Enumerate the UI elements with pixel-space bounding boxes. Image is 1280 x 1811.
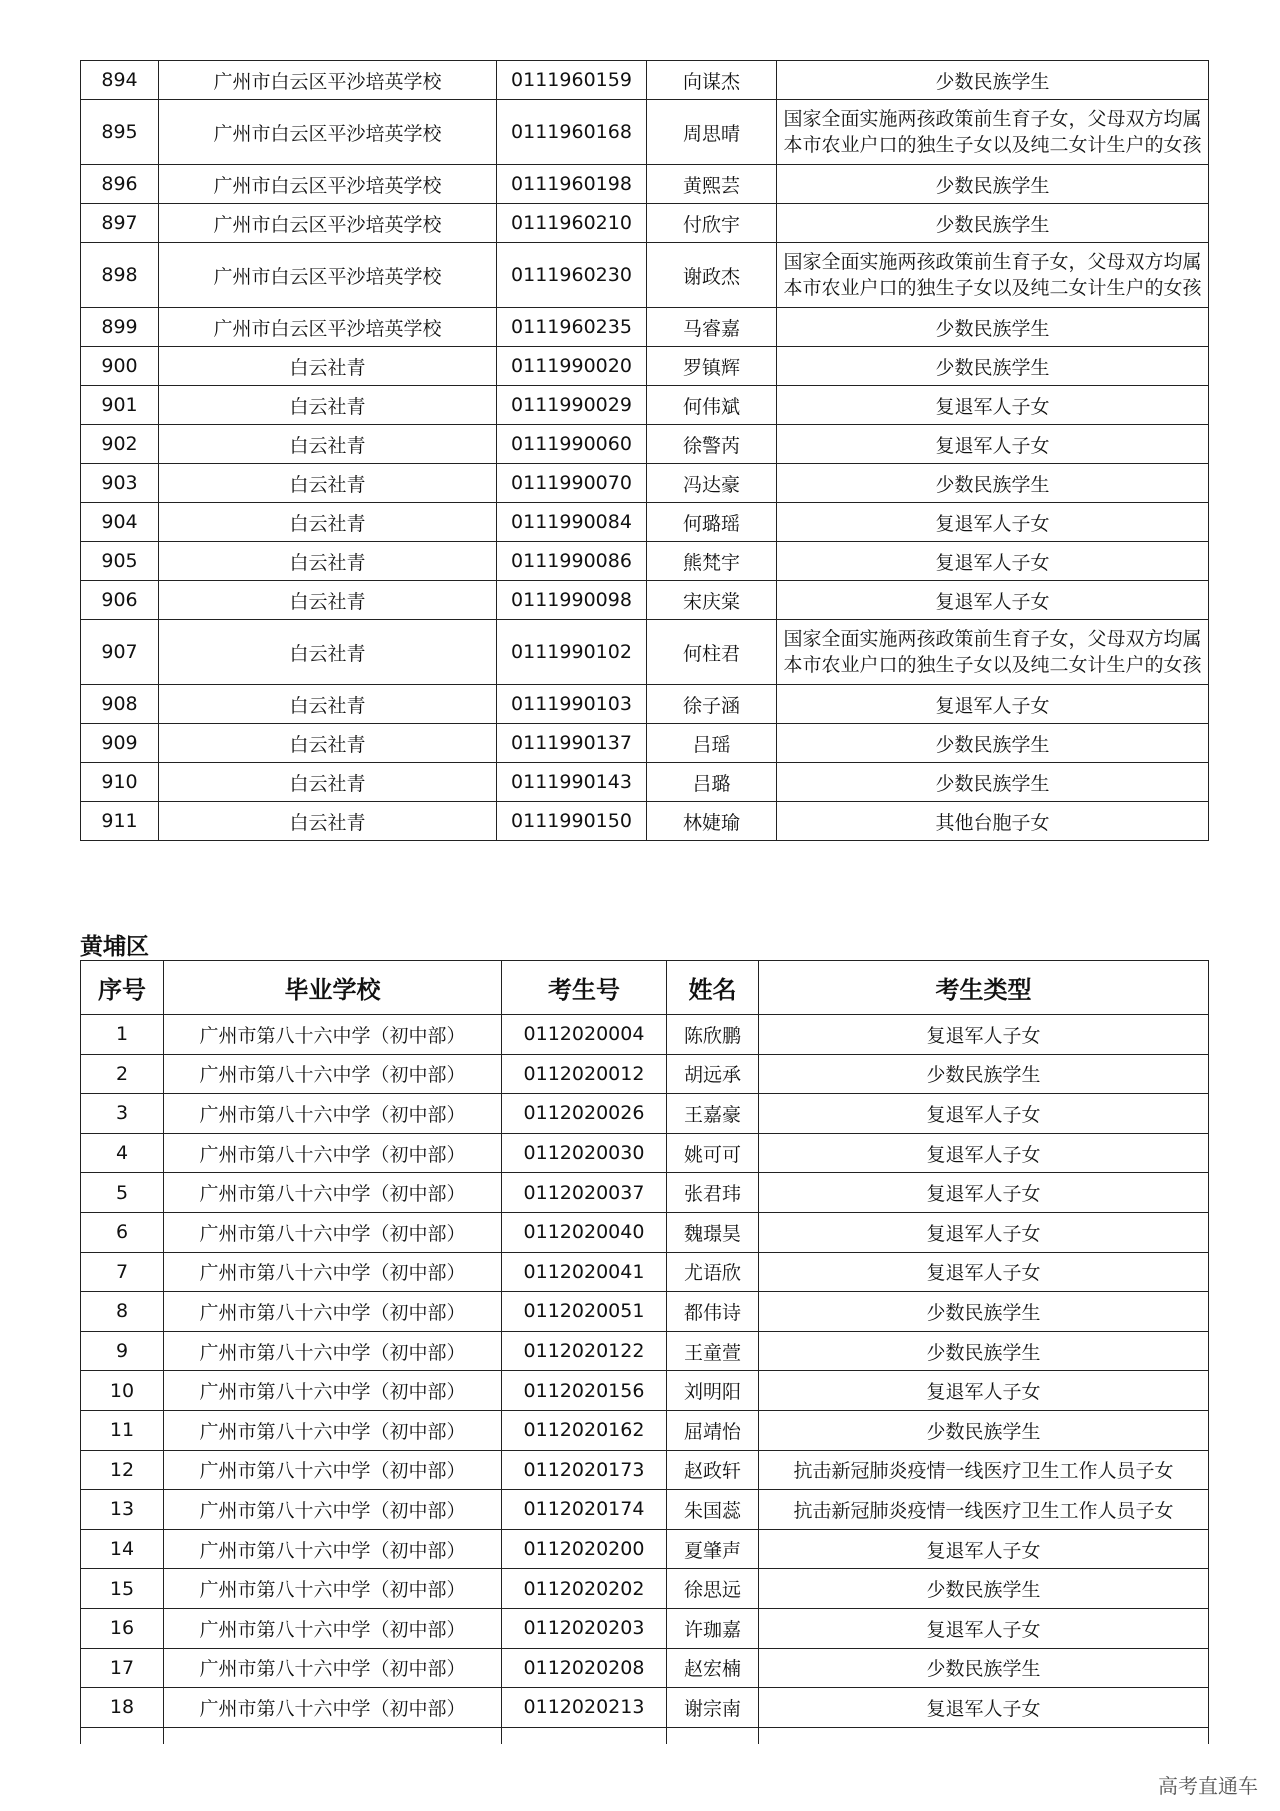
table-row (81, 1015, 1209, 1055)
cell-type: 少数民族学生 (777, 308, 1209, 347)
cell-no: 14 (81, 1529, 164, 1569)
cell-type: 国家全面实施两孩政策前生育子女，父母双方均属本市农业户口的独生子女以及纯二女计生户的女孩 (777, 243, 1209, 308)
table-row (81, 61, 1209, 100)
cell-type: 抗击新冠肺炎疫情一线医疗卫生工作人员子女 (759, 1490, 1209, 1530)
cell-school: 白云社青 (159, 724, 497, 763)
cell-type: 少数民族学生 (759, 1292, 1209, 1332)
cell-no: 11 (81, 1410, 164, 1450)
table-row (81, 1094, 1209, 1134)
cell-no: 897 (81, 204, 159, 243)
cell-school: 广州市第八十六中学（初中部） (164, 1015, 502, 1055)
cell-id: 0112020208 (502, 1648, 667, 1688)
cell-no: 901 (81, 386, 159, 425)
table-row (81, 425, 1209, 464)
cell-name: 谢政杰 (647, 243, 777, 308)
cell-no: 907 (81, 620, 159, 685)
cell-school: 广州市第八十六中学（初中部） (164, 1688, 502, 1728)
cell-id: 0112020162 (502, 1410, 667, 1450)
cell-name: 都伟诗 (667, 1292, 759, 1332)
cell-id: 0111990137 (497, 724, 647, 763)
cell-school: 广州市白云区平沙培英学校 (159, 61, 497, 100)
cell-id: 0112020213 (502, 1688, 667, 1728)
cell-name: 徐思远 (667, 1569, 759, 1609)
cell-no: 8 (81, 1292, 164, 1332)
cell-id: 0112020040 (502, 1212, 667, 1252)
cell-id: 0111990143 (497, 763, 647, 802)
table-row (81, 1371, 1209, 1411)
cell-name: 吕璐 (647, 763, 777, 802)
table-row (81, 243, 1209, 308)
cell-id: 0112020012 (502, 1054, 667, 1094)
cell-type: 少数民族学生 (777, 464, 1209, 503)
cell-no: 6 (81, 1212, 164, 1252)
cell-name: 林婕瑜 (647, 802, 777, 841)
table-row (81, 1688, 1209, 1728)
cell-name: 朱国蕊 (667, 1490, 759, 1530)
cell-id: 0111960230 (497, 243, 647, 308)
cell-name: 罗镇辉 (647, 347, 777, 386)
cell-name: 许珈嘉 (667, 1608, 759, 1648)
table-row (81, 503, 1209, 542)
cell-school: 广州市第八十六中学（初中部） (164, 1450, 502, 1490)
table-row (81, 685, 1209, 724)
cell-no: 12 (81, 1450, 164, 1490)
cell-empty (502, 1727, 667, 1744)
cell-no: 4 (81, 1133, 164, 1173)
cell-name: 谢宗南 (667, 1688, 759, 1728)
cell-no: 5 (81, 1173, 164, 1213)
cell-name: 徐警芮 (647, 425, 777, 464)
cell-no: 902 (81, 425, 159, 464)
cell-school: 广州市第八十六中学（初中部） (164, 1490, 502, 1530)
cell-type: 复退军人子女 (759, 1173, 1209, 1213)
table-row (81, 1054, 1209, 1094)
header-row (81, 961, 1209, 1015)
cell-no: 18 (81, 1688, 164, 1728)
cell-no: 898 (81, 243, 159, 308)
cell-type: 复退军人子女 (759, 1252, 1209, 1292)
cell-type: 少数民族学生 (777, 724, 1209, 763)
cell-id: 0111960235 (497, 308, 647, 347)
cell-name: 张君玮 (667, 1173, 759, 1213)
cell-school: 广州市第八十六中学（初中部） (164, 1331, 502, 1371)
cell-school: 白云社青 (159, 386, 497, 425)
cell-no: 908 (81, 685, 159, 724)
cell-id: 0111960159 (497, 61, 647, 100)
cell-school: 广州市白云区平沙培英学校 (159, 243, 497, 308)
cell-id: 0111990150 (497, 802, 647, 841)
cell-school: 白云社青 (159, 542, 497, 581)
table-row (81, 1608, 1209, 1648)
cell-type: 复退军人子女 (759, 1688, 1209, 1728)
cell-school: 广州市第八十六中学（初中部） (164, 1133, 502, 1173)
cell-no: 899 (81, 308, 159, 347)
cell-type: 复退军人子女 (777, 685, 1209, 724)
cell-id: 0111990070 (497, 464, 647, 503)
cell-id: 0112020026 (502, 1094, 667, 1134)
table-row (81, 204, 1209, 243)
cell-school: 广州市第八十六中学（初中部） (164, 1212, 502, 1252)
cell-type: 复退军人子女 (759, 1094, 1209, 1134)
cell-id: 0111990102 (497, 620, 647, 685)
cell-school: 白云社青 (159, 685, 497, 724)
cell-type: 少数民族学生 (777, 763, 1209, 802)
bottom-table (80, 960, 1209, 1744)
table-row (81, 1212, 1209, 1252)
cell-name: 冯达豪 (647, 464, 777, 503)
cell-no: 9 (81, 1331, 164, 1371)
cell-type: 少数民族学生 (759, 1331, 1209, 1371)
cell-type: 少数民族学生 (759, 1410, 1209, 1450)
cell-name: 胡远承 (667, 1054, 759, 1094)
cell-no: 906 (81, 581, 159, 620)
cell-type: 复退军人子女 (759, 1212, 1209, 1252)
cell-name: 吕瑶 (647, 724, 777, 763)
cell-name: 姚可可 (667, 1133, 759, 1173)
cell-no: 17 (81, 1648, 164, 1688)
cell-empty (667, 1727, 759, 1744)
cell-id: 0111960210 (497, 204, 647, 243)
table-row (81, 724, 1209, 763)
table-row (81, 581, 1209, 620)
cell-name: 夏肇声 (667, 1529, 759, 1569)
cell-name: 何柱君 (647, 620, 777, 685)
section-title: 黄埔区 (80, 934, 149, 960)
cell-id: 0112020051 (502, 1292, 667, 1332)
cell-empty (759, 1727, 1209, 1744)
cell-name: 宋庆棠 (647, 581, 777, 620)
cell-type: 复退军人子女 (777, 581, 1209, 620)
cell-school: 广州市第八十六中学（初中部） (164, 1648, 502, 1688)
table-row (81, 802, 1209, 841)
cell-no: 911 (81, 802, 159, 841)
table-row (81, 620, 1209, 685)
header-school: 毕业学校 (164, 961, 502, 1015)
header-no: 序号 (81, 961, 164, 1015)
cell-name: 赵政轩 (667, 1450, 759, 1490)
cell-name: 尤语欣 (667, 1252, 759, 1292)
cell-no: 10 (81, 1371, 164, 1411)
table-row (81, 1569, 1209, 1609)
cell-type: 复退军人子女 (777, 425, 1209, 464)
cell-id: 0112020174 (502, 1490, 667, 1530)
cell-name: 陈欣鹏 (667, 1015, 759, 1055)
cell-type: 少数民族学生 (759, 1054, 1209, 1094)
cell-id: 0112020037 (502, 1173, 667, 1213)
cell-no: 903 (81, 464, 159, 503)
cell-id: 0111990020 (497, 347, 647, 386)
cell-id: 0112020041 (502, 1252, 667, 1292)
cell-type: 少数民族学生 (777, 165, 1209, 204)
cell-school: 广州市第八十六中学（初中部） (164, 1292, 502, 1332)
cell-id: 0111990084 (497, 503, 647, 542)
table-row (81, 1331, 1209, 1371)
cell-id: 0111990086 (497, 542, 647, 581)
cell-type: 复退军人子女 (759, 1371, 1209, 1411)
cell-school: 广州市白云区平沙培英学校 (159, 204, 497, 243)
cell-id: 0112020004 (502, 1015, 667, 1055)
cell-school: 广州市白云区平沙培英学校 (159, 308, 497, 347)
cell-no: 904 (81, 503, 159, 542)
cell-empty (81, 1727, 164, 1744)
cell-type: 抗击新冠肺炎疫情一线医疗卫生工作人员子女 (759, 1450, 1209, 1490)
watermark: 高考直通车 (1158, 1774, 1258, 1798)
cell-no: 2 (81, 1054, 164, 1094)
cell-name: 王童萱 (667, 1331, 759, 1371)
header-type: 考生类型 (759, 961, 1209, 1015)
cell-school: 广州市第八十六中学（初中部） (164, 1608, 502, 1648)
cell-id: 0112020122 (502, 1331, 667, 1371)
cell-name: 黄熙芸 (647, 165, 777, 204)
cell-school: 白云社青 (159, 347, 497, 386)
cell-school: 广州市第八十六中学（初中部） (164, 1371, 502, 1411)
cell-id: 0111960168 (497, 100, 647, 165)
cell-school: 广州市第八十六中学（初中部） (164, 1569, 502, 1609)
cell-type: 复退军人子女 (759, 1015, 1209, 1055)
cell-name: 何伟斌 (647, 386, 777, 425)
header-name: 姓名 (667, 961, 759, 1015)
table-row (81, 464, 1209, 503)
table-row (81, 1292, 1209, 1332)
cell-empty (164, 1727, 502, 1744)
cell-no: 7 (81, 1252, 164, 1292)
cell-school: 广州市第八十六中学（初中部） (164, 1529, 502, 1569)
cell-school: 广州市第八十六中学（初中部） (164, 1252, 502, 1292)
table-row (81, 1173, 1209, 1213)
table-row (81, 1450, 1209, 1490)
cell-type: 少数民族学生 (777, 204, 1209, 243)
cell-school: 白云社青 (159, 425, 497, 464)
cell-no: 1 (81, 1015, 164, 1055)
cell-no: 909 (81, 724, 159, 763)
cell-id: 0111960198 (497, 165, 647, 204)
cell-school: 广州市第八十六中学（初中部） (164, 1410, 502, 1450)
cell-school: 白云社青 (159, 581, 497, 620)
cell-id: 0111990098 (497, 581, 647, 620)
cell-id: 0111990029 (497, 386, 647, 425)
cell-name: 赵宏楠 (667, 1648, 759, 1688)
table-row (81, 165, 1209, 204)
cell-type: 其他台胞子女 (777, 802, 1209, 841)
cell-name: 王嘉豪 (667, 1094, 759, 1134)
cell-id: 0112020030 (502, 1133, 667, 1173)
cell-name: 魏璟昊 (667, 1212, 759, 1252)
table-row (81, 1490, 1209, 1530)
cell-name: 马睿嘉 (647, 308, 777, 347)
cell-name: 屈靖怡 (667, 1410, 759, 1450)
cell-school: 白云社青 (159, 464, 497, 503)
cell-type: 少数民族学生 (759, 1569, 1209, 1609)
cell-type: 复退军人子女 (777, 542, 1209, 581)
cell-type: 少数民族学生 (777, 347, 1209, 386)
cell-type: 复退军人子女 (777, 386, 1209, 425)
cell-id: 0112020203 (502, 1608, 667, 1648)
table-row (81, 1133, 1209, 1173)
cell-name: 何璐瑶 (647, 503, 777, 542)
cell-no: 15 (81, 1569, 164, 1609)
cell-id: 0112020202 (502, 1569, 667, 1609)
bottom-table-header (81, 961, 1209, 1015)
table-row (81, 308, 1209, 347)
cell-no: 16 (81, 1608, 164, 1648)
cell-id: 0111990060 (497, 425, 647, 464)
cell-id: 0111990103 (497, 685, 647, 724)
cell-school: 白云社青 (159, 620, 497, 685)
cell-name: 刘明阳 (667, 1371, 759, 1411)
cell-type: 复退军人子女 (759, 1608, 1209, 1648)
cell-school: 白云社青 (159, 503, 497, 542)
table-row (81, 1529, 1209, 1569)
cell-no: 910 (81, 763, 159, 802)
table-row (81, 542, 1209, 581)
cell-name: 向谋杰 (647, 61, 777, 100)
cell-school: 白云社青 (159, 763, 497, 802)
table-row (81, 1648, 1209, 1688)
cell-id: 0112020200 (502, 1529, 667, 1569)
cell-name: 周思晴 (647, 100, 777, 165)
cell-no: 900 (81, 347, 159, 386)
bottom-table-body (81, 1015, 1209, 1744)
cell-no: 3 (81, 1094, 164, 1134)
cell-no: 905 (81, 542, 159, 581)
cell-id: 0112020173 (502, 1450, 667, 1490)
cell-school: 广州市白云区平沙培英学校 (159, 100, 497, 165)
cell-name: 付欣宇 (647, 204, 777, 243)
cell-no: 896 (81, 165, 159, 204)
cell-school: 广州市白云区平沙培英学校 (159, 165, 497, 204)
cell-id: 0112020156 (502, 1371, 667, 1411)
top-table (80, 60, 1209, 841)
table-row (81, 100, 1209, 165)
cell-no: 895 (81, 100, 159, 165)
cell-type: 少数民族学生 (759, 1648, 1209, 1688)
cell-type: 少数民族学生 (777, 61, 1209, 100)
cell-type: 复退军人子女 (759, 1133, 1209, 1173)
cell-no: 894 (81, 61, 159, 100)
cell-no: 13 (81, 1490, 164, 1530)
table-row-continued (81, 1727, 1209, 1744)
cell-school: 广州市第八十六中学（初中部） (164, 1094, 502, 1134)
cell-type: 国家全面实施两孩政策前生育子女，父母双方均属本市农业户口的独生子女以及纯二女计生户的女孩 (777, 620, 1209, 685)
cell-school: 广州市第八十六中学（初中部） (164, 1173, 502, 1213)
cell-type: 国家全面实施两孩政策前生育子女，父母双方均属本市农业户口的独生子女以及纯二女计生户的女孩 (777, 100, 1209, 165)
cell-school: 白云社青 (159, 802, 497, 841)
table-row (81, 1252, 1209, 1292)
cell-type: 复退军人子女 (759, 1529, 1209, 1569)
top-table-body (81, 61, 1209, 841)
table-row (81, 1410, 1209, 1450)
cell-school: 广州市第八十六中学（初中部） (164, 1054, 502, 1094)
table-row (81, 347, 1209, 386)
cell-name: 熊梵宇 (647, 542, 777, 581)
header-id: 考生号 (502, 961, 667, 1015)
cell-type: 复退军人子女 (777, 503, 1209, 542)
table-row (81, 763, 1209, 802)
cell-name: 徐子涵 (647, 685, 777, 724)
table-row (81, 386, 1209, 425)
